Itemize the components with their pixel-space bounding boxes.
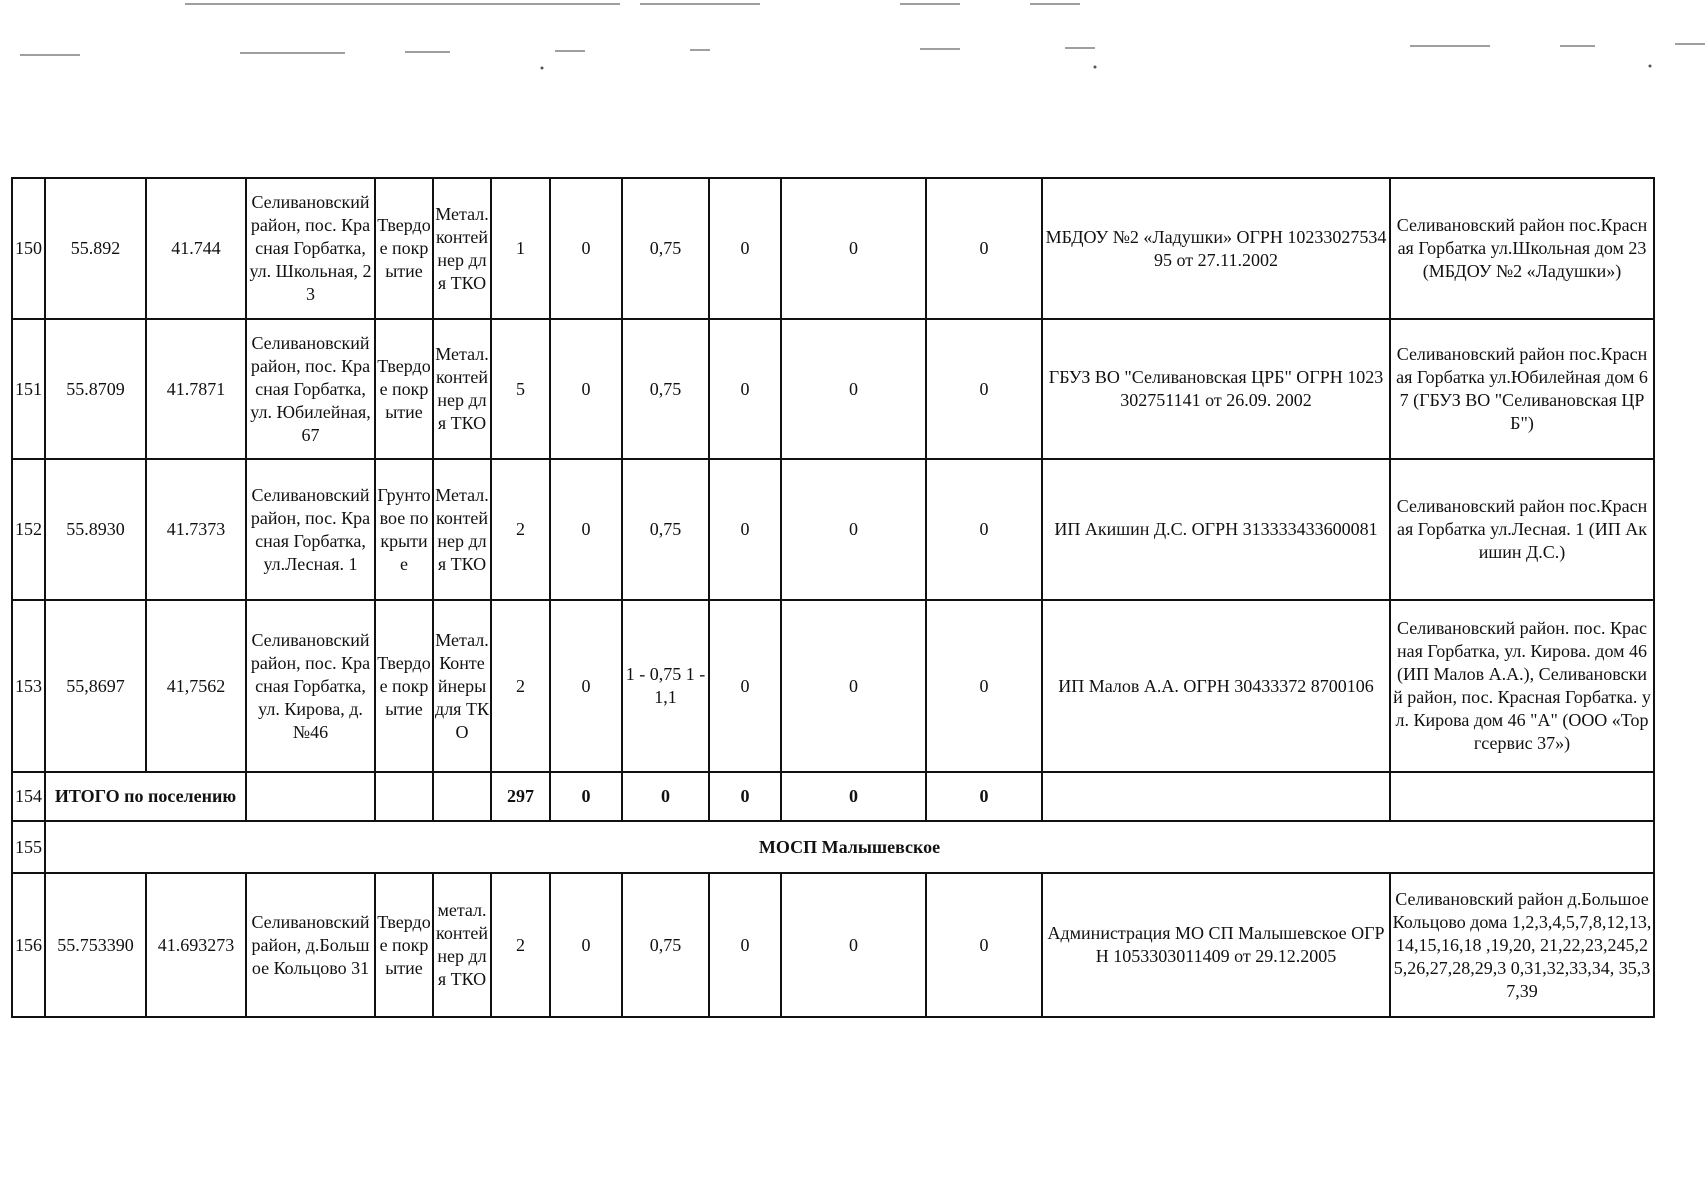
surface-type: Грунтовое покрытие	[375, 459, 433, 600]
empty-cell	[1042, 772, 1390, 821]
waste-source: Селивановский район д.Большое Кольцово дома 1,2,3,4,5,7,8,12,13,14,15,16,18 ,19,20, 21,22,23,245,25,26,27,28,29,3 0,31,32,33,34, 35,37,39	[1390, 873, 1654, 1017]
container-volume: 1 - 0,75 1 - 1,1	[622, 600, 709, 772]
planned-count: 0	[550, 600, 622, 772]
row-number: 154	[12, 772, 45, 821]
container-volume: 0,75	[622, 178, 709, 319]
table-row	[12, 600, 1654, 772]
value-col-11: 0	[781, 178, 926, 319]
total-row	[12, 772, 1654, 821]
waste-source: Селивановский район пос.Красная Горбатка ул.Юбилейная дом 67 (ГБУЗ ВО "Селивановская ЦРБ")	[1390, 319, 1654, 459]
latitude: 55.753390	[45, 873, 146, 1017]
planned-count: 0	[550, 873, 622, 1017]
value-col-11: 0	[781, 600, 926, 772]
row-number: 151	[12, 319, 45, 459]
table-row	[12, 459, 1654, 600]
table-row	[12, 873, 1654, 1017]
value-col-11: 0	[781, 459, 926, 600]
address: Селивановский район, пос. Красная Горбатка, ул. Школьная, 23	[246, 178, 375, 319]
row-number: 152	[12, 459, 45, 600]
total-col-11: 0	[781, 772, 926, 821]
container-type: Метал. Контейнеры для ТКО	[433, 600, 491, 772]
planned-count: 0	[550, 178, 622, 319]
row-number: 155	[12, 821, 45, 873]
container-volume: 0,75	[622, 873, 709, 1017]
value-col-10: 0	[709, 319, 781, 459]
container-count: 5	[491, 319, 550, 459]
container-count: 2	[491, 600, 550, 772]
container-type: Метал. контейнер для ТКО	[433, 459, 491, 600]
surface-type: Твердое покрытие	[375, 178, 433, 319]
longitude: 41.7871	[146, 319, 246, 459]
value-col-10: 0	[709, 459, 781, 600]
waste-source: Селивановский район пос.Красная Горбатка ул.Лесная. 1 (ИП Акишин Д.С.)	[1390, 459, 1654, 600]
value-col-12: 0	[926, 178, 1042, 319]
longitude: 41,7562	[146, 600, 246, 772]
address: Селивановский район, пос. Красная Горбатка, ул. Кирова, д. №46	[246, 600, 375, 772]
latitude: 55,8697	[45, 600, 146, 772]
value-col-11: 0	[781, 873, 926, 1017]
value-col-12: 0	[926, 459, 1042, 600]
owner-info: МБДОУ №2 «Ладушки» ОГРН 1023302753495 от 27.11.2002	[1042, 178, 1390, 319]
value-col-11: 0	[781, 319, 926, 459]
row-number: 156	[12, 873, 45, 1017]
longitude: 41.7373	[146, 459, 246, 600]
waste-sites-table	[11, 177, 1655, 1018]
value-col-12: 0	[926, 600, 1042, 772]
longitude: 41.693273	[146, 873, 246, 1017]
table-row	[12, 319, 1654, 459]
container-count: 2	[491, 873, 550, 1017]
surface-type: Твердое покрытие	[375, 873, 433, 1017]
container-type: Метал. контейнер для ТКО	[433, 178, 491, 319]
empty-cell	[246, 772, 375, 821]
total-label: ИТОГО по поселению	[45, 772, 246, 821]
address: Селивановский район, д.Большое Кольцово 31	[246, 873, 375, 1017]
total-planned: 0	[550, 772, 622, 821]
value-col-10: 0	[709, 873, 781, 1017]
surface-type: Твердое покрытие	[375, 600, 433, 772]
latitude: 55.8930	[45, 459, 146, 600]
value-col-12: 0	[926, 873, 1042, 1017]
empty-cell	[1390, 772, 1654, 821]
owner-info: ИП Малов А.А. ОГРН 30433372 8700106	[1042, 600, 1390, 772]
latitude: 55.8709	[45, 319, 146, 459]
planned-count: 0	[550, 459, 622, 600]
container-volume: 0,75	[622, 459, 709, 600]
section-title: МОСП Малышевское	[45, 821, 1654, 873]
container-count: 1	[491, 178, 550, 319]
waste-source: Селивановский район пос.Красная Горбатка ул.Школьная дом 23 (МБДОУ №2 «Ладушки»)	[1390, 178, 1654, 319]
total-volume: 0	[622, 772, 709, 821]
row-number: 150	[12, 178, 45, 319]
address: Селивановский район, пос. Красная Горбатка, ул.Лесная. 1	[246, 459, 375, 600]
table-row	[12, 178, 1654, 319]
total-col-12: 0	[926, 772, 1042, 821]
owner-info: ГБУЗ ВО "Селивановская ЦРБ" ОГРН 1023302751141 от 26.09. 2002	[1042, 319, 1390, 459]
owner-info: ИП Акишин Д.С. ОГРН 313333433600081	[1042, 459, 1390, 600]
total-count: 297	[491, 772, 550, 821]
owner-info: Администрация МО СП Малышевское ОГРН 1053303011409 от 29.12.2005	[1042, 873, 1390, 1017]
container-type: Метал. контейнер для ТКО	[433, 319, 491, 459]
value-col-12: 0	[926, 319, 1042, 459]
total-col-10: 0	[709, 772, 781, 821]
empty-cell	[375, 772, 433, 821]
value-col-10: 0	[709, 178, 781, 319]
value-col-10: 0	[709, 600, 781, 772]
section-row	[12, 821, 1654, 873]
waste-source: Селивановский район. пос. Красная Горбатка, ул. Кирова. дом 46 (ИП Малов А.А.), Селивановский район, пос. Красная Горбатка. ул. Кирова дом 46 "А" (ООО «Торгсервис 37»)	[1390, 600, 1654, 772]
scan-artifacts	[0, 0, 1708, 80]
container-count: 2	[491, 459, 550, 600]
surface-type: Твердое покрытие	[375, 319, 433, 459]
longitude: 41.744	[146, 178, 246, 319]
container-type: метал. контейнер для ТКО	[433, 873, 491, 1017]
empty-cell	[433, 772, 491, 821]
address: Селивановский район, пос. Красная Горбатка, ул. Юбилейная, 67	[246, 319, 375, 459]
row-number: 153	[12, 600, 45, 772]
latitude: 55.892	[45, 178, 146, 319]
planned-count: 0	[550, 319, 622, 459]
container-volume: 0,75	[622, 319, 709, 459]
